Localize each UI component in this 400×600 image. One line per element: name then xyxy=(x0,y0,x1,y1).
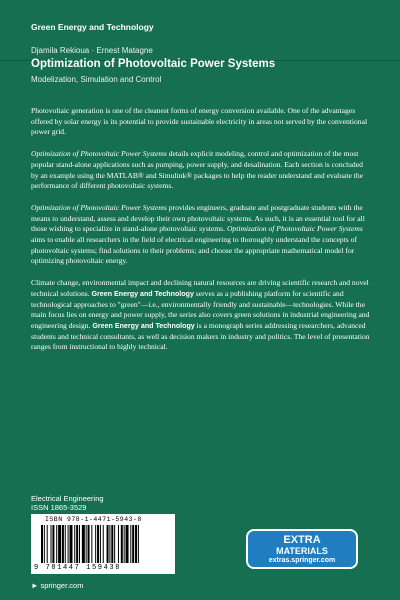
barcode-bar xyxy=(103,525,104,563)
barcode-bar xyxy=(41,525,43,563)
barcode-bar xyxy=(56,525,57,563)
barcode-bar xyxy=(91,525,92,563)
barcode-bar xyxy=(132,525,134,563)
barcode-bar xyxy=(95,525,96,563)
barcode-bar xyxy=(107,525,109,563)
badge-url: extras.springer.com xyxy=(268,557,336,564)
barcode-bar xyxy=(68,525,69,563)
barcode-bar xyxy=(114,525,115,563)
title-italic: Optimization of Photovoltaic Power Systems xyxy=(31,149,167,159)
barcode-bar xyxy=(82,525,85,563)
paragraph-text: provides engineers, graduate and postgraduate students with the means to understand, assess and develop their own photovoltaic systems. As such, it is an essential tool for all those wishing to specialize in stand-alone photovoltaic systems. xyxy=(31,202,365,234)
barcode-bar xyxy=(121,525,123,563)
barcode-bar xyxy=(51,525,52,563)
barcode-bar xyxy=(100,525,101,563)
barcode-bar xyxy=(118,525,119,563)
barcode-bar xyxy=(111,525,113,563)
barcode-bar xyxy=(86,525,87,563)
barcode-bar xyxy=(62,525,64,563)
issn-label: ISSN 1865-3529 xyxy=(31,503,87,512)
barcode-bar xyxy=(135,525,137,563)
barcode-bar xyxy=(138,525,139,563)
barcode-bar xyxy=(79,525,80,563)
series-name: Green Energy and Technology xyxy=(31,22,154,32)
barcode-bar xyxy=(124,525,125,563)
barcode-bars xyxy=(41,525,165,563)
badge-title: EXTRA xyxy=(283,534,321,546)
blurb xyxy=(31,106,371,364)
blurb-paragraph-2 xyxy=(31,149,371,192)
barcode xyxy=(31,514,175,574)
barcode-bar xyxy=(65,525,66,563)
paragraph-text: is a monograph series addressing researchers, advanced students and technical consultants, as well as decision makers in industry and politics. The level of presentation ranges from instructional to highly technical. xyxy=(31,320,370,352)
barcode-bar xyxy=(109,525,110,563)
barcode-bar xyxy=(76,525,78,563)
paragraph-text: Climate change, environmental impact and declining natural resources are driving scientific research and novel technical solutions. xyxy=(31,278,369,298)
title-italic: Optimization of Photovoltaic Power Systems xyxy=(226,224,363,234)
barcode-bar xyxy=(47,525,48,563)
barcode-bar xyxy=(130,525,131,563)
barcode-bar xyxy=(52,525,54,563)
book-title: Optimization of Photovoltaic Power Systems xyxy=(31,58,276,70)
series-bold: Green Energy and Technology xyxy=(91,289,194,298)
title-italic: Optimization of Photovoltaic Power Systems xyxy=(31,202,167,212)
paragraph-text: details explicit modeling, control and optimization of the most popular stand-alone applications such as pumping, power supply, and desalination. Each section is concluded by an example using the MATLAB® and Simulink® packages to help the reader understand and evaluate the performance of different photovoltaic systems. xyxy=(31,149,364,191)
barcode-bar xyxy=(74,525,75,563)
paragraph-text: serves as a publishing platform for scientific and technological approaches to "green"—i.e., environmentally friendly and sustainable—technologies. While the main focus lies on energy and power supply, the series also covers green solutions in industrial engineering and engineering design. xyxy=(31,288,370,330)
blurb-paragraph-4 xyxy=(31,278,371,353)
barcode-bar xyxy=(44,525,45,563)
subject-block xyxy=(31,494,104,512)
blurb-paragraph-1: Photovoltaic generation is one of the cleanest forms of energy conversion available. One of the advantages offered by solar energy is its potential to provide sustainable electricity in areas not served by the conventional power grid. xyxy=(31,106,368,137)
barcode-digits: 9 781447 159438 xyxy=(34,564,122,572)
barcode-bar xyxy=(126,525,129,563)
paragraph-text: aims to enable all researchers in the field of electrical engineering to thoroughly understand the concepts of photovoltaic systems; find solutions to their problems; and choose the appropriate mathematical model for optimizing photovoltaic energy. xyxy=(31,235,357,266)
authors: Djamila Rekioua · Ernest Matagne xyxy=(31,46,153,55)
barcode-bar xyxy=(88,525,90,563)
blurb-paragraph-3 xyxy=(31,203,371,267)
publisher-link[interactable]: ► springer.com xyxy=(31,581,84,590)
book-subtitle: Modelization, Simulation and Control xyxy=(31,75,162,84)
badge-subtitle: MATERIALS xyxy=(276,546,328,556)
series-bold: Green Energy and Technology xyxy=(92,321,195,330)
isbn-label: ISBN 978-1-4471-5943-8 xyxy=(45,516,142,523)
barcode-bar xyxy=(97,525,99,563)
subject-label: Electrical Engineering xyxy=(31,494,104,503)
barcode-bar xyxy=(58,525,61,563)
barcode-bar xyxy=(70,525,73,563)
extra-materials-badge[interactable] xyxy=(246,529,358,569)
